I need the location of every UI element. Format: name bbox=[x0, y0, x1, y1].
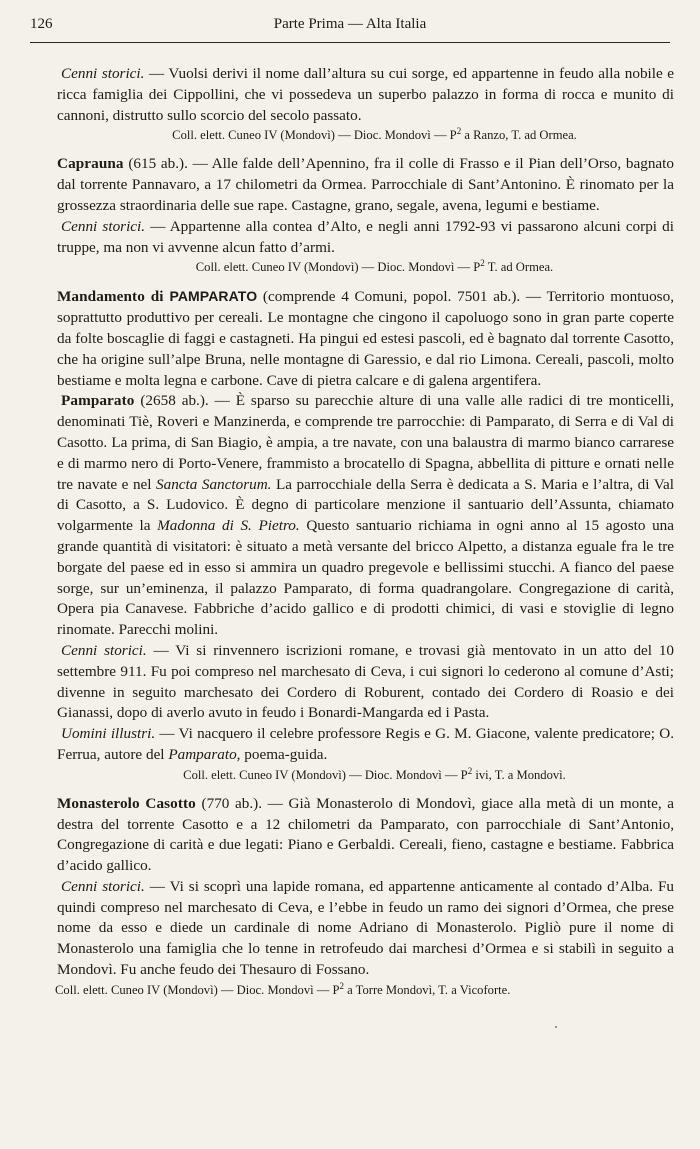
collegio-line bbox=[57, 258, 674, 276]
entry-text: La parrocchiale della Serra è dedicata a S. Maria e l’altra, di Val di Casotto, a S. Ludovico. È degno di particolare menzione il santuario dell’Assunta, chiamato volgarmente la bbox=[57, 475, 674, 535]
collegio-text: Coll. elett. Cuneo IV (Mondovì) — Dioc. Mondovì — P bbox=[183, 767, 468, 782]
paragraph-text: — Vi nacquero il celebre professore Regis e G. M. Giacone, valente predicatore; O. Ferrua, autore del bbox=[57, 725, 675, 763]
section-label: Cenni storici. bbox=[61, 65, 145, 82]
collegio-text-end: ivi, T. a Mondovì. bbox=[472, 767, 566, 782]
entry-pamparato bbox=[57, 391, 674, 641]
italic-term: Madonna di S. Pietro. bbox=[157, 517, 300, 535]
entry-mandamento-pamparato bbox=[57, 286, 674, 391]
running-title: Parte Prima — Alta Italia bbox=[273, 16, 427, 32]
collegio-sup: 2 bbox=[339, 980, 345, 991]
italic-term: Sancta Sanctorum. bbox=[156, 475, 272, 493]
paragraph-text: — Vi si rinvennero iscrizioni romane, e trovasi già mentovato in un atto del 10 settembre 911. Fu poi compreso nel marchesato di Ceva, i cui signori lo cederono al comune d’Asti; divenne in seguito marchesato dei Cordero di Roburent, contado dei Cordero di Roasio e dei Gianassi, dopo di averlo avuto in feudo i Bonardi-Mangarda ed i Pasta. bbox=[57, 641, 674, 722]
collegio-sup: 2 bbox=[467, 765, 473, 776]
collegio-line bbox=[57, 126, 674, 144]
page-header bbox=[30, 16, 670, 38]
paragraph-uomini-illustri bbox=[57, 724, 674, 766]
entry-text: Questo santuario richiama in ogni anno al 15 agosto una grande quantità di visitatori: è situato a metà versante del bricco Alpetto, a distanza eguale fra le tre borgate del paese ed in esso si ammira un quadro pregevole e bellissimi stucchi. A fianco del paese sorge, sur un’eminenza, il palazzo Pamparato, di forma quadrangolare. Congregazione di carità, Opera pia Canavese. Fabbriche d’acido gallico e di prodotti chimici, di vasi e stoviglie di legno rinomate. Parecchi molini. bbox=[57, 517, 674, 639]
paragraph-cenni-storici-2 bbox=[57, 217, 674, 259]
section-label: Uomini illustri. bbox=[61, 725, 156, 743]
paragraph-cenni-storici-1 bbox=[57, 64, 674, 126]
section-label: Cenni storici. bbox=[61, 217, 146, 235]
collegio-text: Coll. elett. Cuneo IV (Mondovì) — Dioc. Mondovì — P bbox=[55, 982, 340, 997]
paragraph-cenni-storici-3 bbox=[57, 641, 674, 724]
collegio-text-end: a Ranzo, T. ad Ormea. bbox=[461, 128, 577, 143]
entry-monasterolo-casotto bbox=[57, 794, 674, 877]
entry-text: (770 ab.). — Già Monasterolo di Mondovì, giace alla metà di un monte, a destra del torrente Casotto e a 12 chilometri da Pamparato, con parrocchiale di Sant’Antonio, Congregazione di carità e due legati: Piano e Gerbaldi. Cereali, fieno, castagne e bestiame. Fabbrica d’acido gallico. bbox=[57, 794, 675, 875]
page-body bbox=[57, 64, 674, 999]
paragraph-text: — Appartenne alla contea d’Alto, e negli anni 1792-93 vi passarono alcuni corpi di truppe, ma non vi avvenne alcun fatto d’armi. bbox=[57, 217, 674, 256]
paragraph-text: — Vi si scoprì una lapide romana, ed appartenne anticamente al contado d’Alba. Fu quindi compreso nel marchesato di Ceva, e l’ebbe in feudo un ramo dei signori d’Ormea, che prese nome da esso e diede un cardinale di nome Adriano di Monasterolo. Pigliò pure il nome di Monasterolo una famiglia che lo tenne in retrofeudo dai marchesi d’Ormea e si stabilì in seguito a Mondovì. Fu anche feudo dei Thesauro di Fossano. bbox=[57, 877, 675, 979]
paragraph-text: — Vuolsi derivi il nome dall’altura su cui sorge, ed appartenne in feudo alla nobile e ricca famiglia dei Cippollini, che vi possedeva un superbo palazzo in forma di rocca e munito di cannoni, distrutto sullo scorcio del secolo passato. bbox=[57, 65, 674, 124]
collegio-text: Coll. elett. Cuneo IV (Mondovì) — Dioc. Mondovì — P bbox=[172, 128, 457, 143]
entry-text: (2658 ab.). — È sparso su parecchie alture di una valle alle radici di tre monticelli, denominati Tiè, Roveri e Manzinerda, e comprende tre parrocchie: di Pamparato, di Serra e di Val di Casotto. La prima, di San Biagio, è ampia, a tre navate, con una balaustra di marmo bianco carrarese e di marmo nero di Porto-Venere, frammisto a brocatello di Spagna, abbellita di pitture e ornati nelle tre navate e nel bbox=[57, 392, 674, 493]
paragraph-cenni-storici-4 bbox=[57, 877, 674, 981]
entry-title: Pamparato bbox=[61, 392, 135, 410]
page-number: 126 bbox=[30, 16, 53, 32]
entry-text: (comprende 4 Comuni, popol. 7501 ab.). — Territorio montuoso, soprattutto produttivo per cereali. Le montagne che cingono il capoluogo sono in gran parte coperte da folte boscaglie di faggi e castagneti. Ha pingui ed estesi pascoli, ed è bagnato dal torrente Casotto, che ha origine sull’alpe Bruna, nelle montagne di Garessio, e dal rio Limona. Cereali, pascoli, molto bestiame e molta legna e carbone. Cave di pietra calcare e di galena argentifera. bbox=[57, 288, 674, 389]
collegio-line bbox=[57, 766, 674, 784]
entry-title: PAMPARATO bbox=[169, 288, 258, 305]
section-label: Cenni storici. bbox=[61, 641, 147, 659]
paper-speck bbox=[555, 1026, 557, 1028]
entry-title: Caprauna bbox=[57, 155, 124, 173]
entry-title-prefix: Mandamento di bbox=[57, 288, 170, 306]
collegio-text-end: a Torre Mondovì, T. a Vicoforte. bbox=[344, 982, 511, 997]
collegio-text: Coll. elett. Cuneo IV (Mondovì) — Dioc. Mondovì — P bbox=[195, 260, 481, 275]
collegio-text-end: T. ad Ormea. bbox=[484, 260, 554, 275]
entry-caprauna bbox=[57, 154, 674, 216]
entry-text: (615 ab.). — Alle falde dell’Apennino, fra il colle di Frasso e il Pian dell’Orso, bagnato dal torrente Pannavaro, a 17 chilometri da Ormea. Parrocchiale di Sant’Antonino. È rinomato per la grossezza straordinaria delle sue rape. Castagne, grano, segale, avena, legumi e bestiame. bbox=[57, 155, 674, 214]
collegio-line bbox=[55, 981, 674, 999]
italic-term: Pamparato, bbox=[168, 745, 241, 763]
header-rule bbox=[30, 42, 670, 43]
paragraph-text: poema-guida. bbox=[240, 745, 328, 763]
collegio-sup: 2 bbox=[456, 126, 462, 137]
entry-title: Monasterolo Casotto bbox=[57, 794, 196, 812]
collegio-sup: 2 bbox=[480, 258, 485, 269]
section-label: Cenni storici. bbox=[61, 877, 145, 895]
